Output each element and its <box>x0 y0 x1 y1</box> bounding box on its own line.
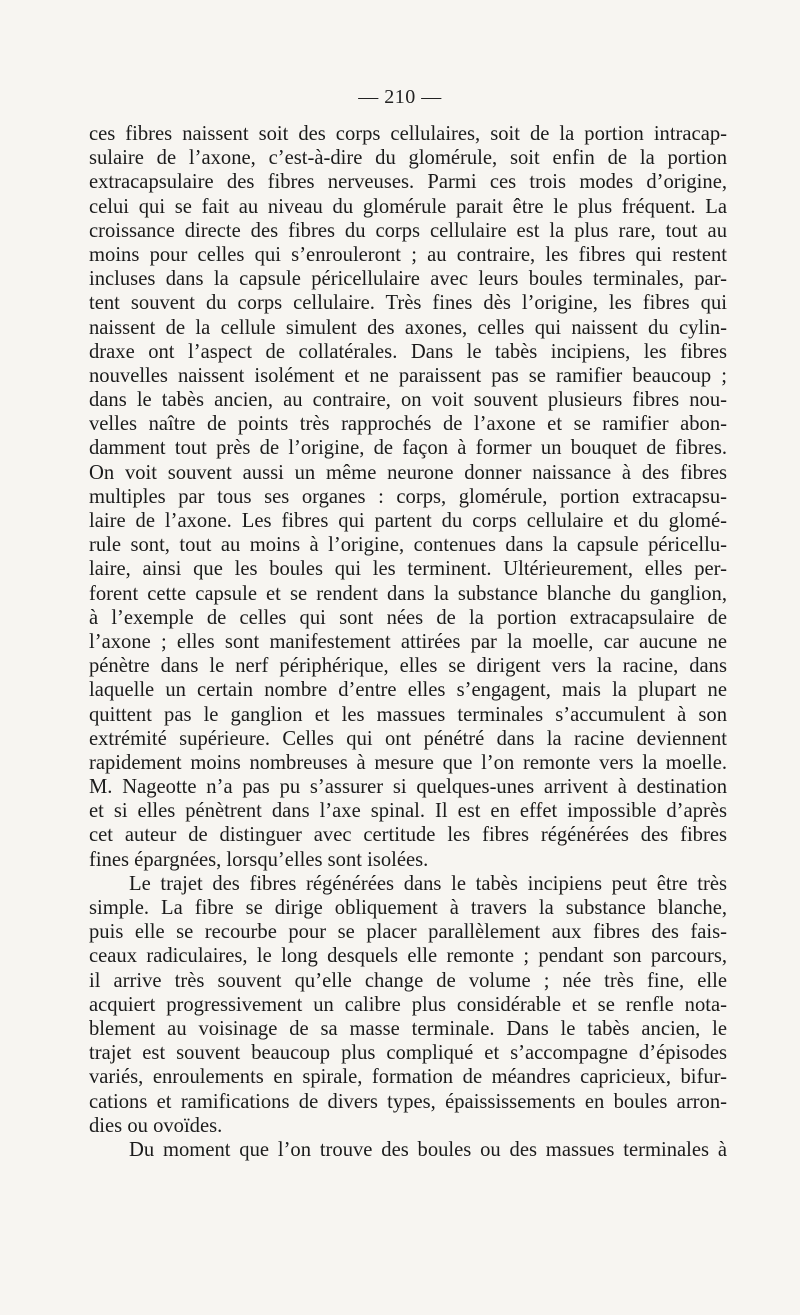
text-line: simple. La fibre se dirige obliquement à travers la substance blanche, <box>89 897 727 919</box>
text-line: Le trajet des fibres régénérées dans le tabès incipiens peut être très <box>129 872 727 895</box>
text-line: croissance directe des fibres du corps cellulaire est la plus rare, tout au <box>89 219 727 242</box>
text-line: Du moment que l’on trouve des boules ou des massues terminales à <box>129 1138 727 1161</box>
text-line: rapidement moins nombreuses à mesure que l’on remonte vers la moelle. <box>89 751 727 774</box>
text-line: M. Nageotte n’a pas pu s’assurer si quelques-unes arrivent à destination <box>89 776 727 799</box>
body-text <box>89 122 727 1162</box>
text-line: velles naître de points très rapprochés de l’axone et se ramifier abon- <box>89 413 727 436</box>
text-line: extrémité supérieure. Celles qui ont pénétré dans la racine deviennent <box>89 727 727 750</box>
text-line: forent cette capsule et se rendent dans la substance blanche du ganglion, <box>89 582 727 605</box>
text-line: puis elle se recourbe pour se placer parallèlement aux fibres des fais- <box>89 921 727 944</box>
text-line: quittent pas le ganglion et les massues terminales s’accumulent à son <box>89 703 727 726</box>
text-line: l’axone ; elles sont manifestement attirées par la moelle, car aucune ne <box>89 630 727 653</box>
page-number: — 210 — <box>358 86 442 108</box>
text-line: multiples par tous ses organes : corps, glomérule, portion extracapsu- <box>89 485 727 508</box>
text-line: sulaire de l’axone, c’est-à-dire du glomérule, soit enfin de la portion <box>89 147 727 170</box>
text-line: rule sont, tout au moins à l’origine, contenues dans la capsule péricellu- <box>89 534 727 557</box>
text-line: trajet est souvent beaucoup plus compliqué et s’accompagne d’épisodes <box>89 1042 727 1065</box>
text-line: draxe ont l’aspect de collatérales. Dans le tabès incipiens, les fibres <box>89 340 727 363</box>
text-line: laire de l’axone. Les fibres qui partent du corps cellulaire et du glomé- <box>89 510 727 532</box>
text-line: moins pour celles qui s’enrouleront ; au contraire, les fibres qui restent <box>89 243 727 266</box>
text-line: blement au voisinage de sa masse terminale. Dans le tabès ancien, le <box>89 1017 727 1040</box>
text-line: celui qui se fait au niveau du glomérule parait être le plus fréquent. La <box>89 195 727 218</box>
text-line: à l’exemple de celles qui sont nées de la portion extracapsulaire de <box>89 606 727 629</box>
text-line: cations et ramifications de divers types, épaississements en boules arron- <box>89 1090 727 1113</box>
text-line: laire, ainsi que les boules qui les terminent. Ultérieurement, elles per- <box>89 558 727 581</box>
text-line: On voit souvent aussi un même neurone donner naissance à des fibres <box>89 461 727 484</box>
text-line: acquiert progressivement un calibre plus considérable et se renfle nota- <box>89 993 727 1016</box>
text-line: dies ou ovoïdes. <box>89 1114 223 1137</box>
text-line: laquelle un certain nombre d’entre elles s’engagent, mais la plupart ne <box>89 679 727 702</box>
text-line: incluses dans la capsule péricellulaire avec leurs boules terminales, par- <box>89 268 727 291</box>
text-line: variés, enroulements en spirale, formation de méandres capricieux, bifur- <box>89 1066 727 1089</box>
text-line: pénètre dans le nerf périphérique, elles se dirigent vers la racine, dans <box>89 655 727 678</box>
text-line: fines épargnées, lorsqu’elles sont isolées. <box>89 848 429 871</box>
text-line: cet auteur de distinguer avec certitude les fibres régénérées des fibres <box>89 824 727 847</box>
text-line: tent souvent du corps cellulaire. Très fines dès l’origine, les fibres qui <box>89 292 727 315</box>
text-line: nouvelles naissent isolément et ne paraissent pas se ramifier beaucoup ; <box>89 364 727 387</box>
text-line: ceaux radiculaires, le long desquels elle remonte ; pendant son parcours, <box>89 945 727 968</box>
text-line: damment tout près de l’origine, de façon à former un bouquet de fibres. <box>89 437 727 460</box>
text-line: il arrive très souvent qu’elle change de volume ; née très fine, elle <box>89 969 727 992</box>
text-line: et si elles pénètrent dans l’axe spinal. Il est en effet impossible d’après <box>89 800 727 823</box>
text-line: naissent de la cellule simulent des axones, celles qui naissent du cylin- <box>89 316 727 339</box>
text-line: extracapsulaire des fibres nerveuses. Parmi ces trois modes d’origine, <box>89 171 727 194</box>
text-line: ces fibres naissent soit des corps cellulaires, soit de la portion intracap- <box>89 123 727 145</box>
text-line: dans le tabès ancien, au contraire, on voit souvent plusieurs fibres nou- <box>89 389 727 412</box>
